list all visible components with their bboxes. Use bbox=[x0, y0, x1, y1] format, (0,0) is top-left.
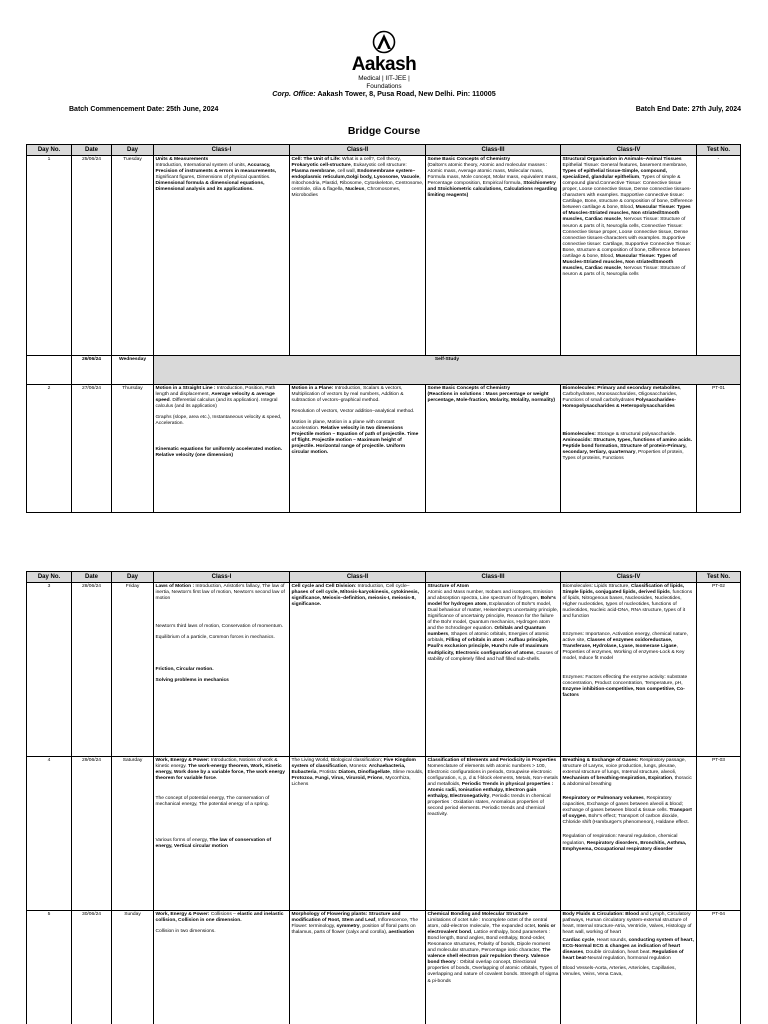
batch-end-date: Batch End Date: 27th July, 2024 bbox=[635, 106, 741, 113]
day: Wednesday bbox=[112, 356, 154, 385]
topic-bold: Projectile motion – Equation of path of projectile. Time of flight. Projectile motion – Maximum height of projectile. Horizontal range of projectile. Uniform circular motion. bbox=[291, 432, 419, 456]
day: Thursday bbox=[112, 385, 154, 513]
topic-text: Blood Vessels-Aorta, Arteries, Arterioles, Capillaries, Venules, Veins, Vena Cava, bbox=[562, 966, 676, 978]
topic-bold: Accuracy, Precision of instruments & errors in measurements, bbox=[155, 162, 277, 174]
topic-bold: Stoichiometry and Stoichiometric calculations, Calculations regarding limiting reagents) bbox=[427, 180, 557, 199]
topic-bold: The work-energy theorem, Work, Kinetic energy, Work done by a variable force, The work energy theorem for variable force bbox=[155, 763, 285, 781]
topic-text: , position of floral parts on thalamus, parts of flower (calyx and corolla), bbox=[291, 923, 416, 935]
topic-bold: Classification of lipids, Simple lipids, conjugated lipids, derived lipids bbox=[562, 583, 685, 595]
topic-bold: Bohr's model for hydrogen atom bbox=[427, 595, 556, 607]
table-row bbox=[27, 583, 741, 757]
topic-text: Equilibrium of a particle, Common forces in mechanics. bbox=[155, 634, 275, 640]
topic-text: , Properties of enzymes, Working of enzymes-Lock & Key model, Induce fit model bbox=[562, 644, 685, 662]
day-no: 3 bbox=[27, 583, 72, 757]
topic-text: , functions of lipids, Nitrogenous bases, Nucleosides, Nucleotides, Higher nucleotides, types of nucleotides, functions of nucleotides, Nucleic acid-DNA, RNA structure, types of it and function bbox=[562, 589, 693, 619]
topic-bold: phases of cell cycle, Mitosis-karyokinesis, cytokinesis, significance, Meiosis–definition, meiosis-I, meiosis-II, significance. bbox=[291, 589, 419, 607]
topic-title: Biomolecules: bbox=[562, 431, 596, 437]
col-class-3: Class-III bbox=[426, 572, 561, 583]
topic-bold: Types of epithelial tissue-Simple, compound, specialized, glandular epithelium bbox=[562, 168, 668, 180]
day-no: 5 bbox=[27, 911, 72, 1024]
topic-text: , mitochondria, Plastid, Ribosome, Cytoskeleton, Centrosome, centriole, cilia & flagella, bbox=[291, 174, 424, 192]
topic-text: , Nervous Tissue: Structure of neuron & parts of it, Neuroglia cells bbox=[562, 266, 686, 278]
topic-bold: Plasma membrane bbox=[291, 168, 335, 174]
class-3-cell bbox=[426, 583, 561, 757]
day-no: 1 bbox=[27, 156, 72, 356]
class-3-cell bbox=[426, 385, 561, 513]
topic-text: What is a cell?, Cell theory, bbox=[340, 156, 401, 162]
topic-text: : Orbital overlap concept, Directional properties of bonds, Overlapping of atomic orbitals, Types of overlapping and nature of covalent bonds. Strength of sigma & pi-bonds bbox=[427, 960, 559, 984]
topic-text: Resolution of vectors, Vector addition–analytical method. bbox=[291, 408, 415, 414]
class-2-cell bbox=[290, 156, 426, 356]
topic-title: Laws of Motion : bbox=[155, 583, 195, 589]
col-day-no: Day No. bbox=[27, 572, 72, 583]
date: 29/06/24 bbox=[72, 757, 112, 911]
topic-text: Atomic and Mass number, Isobars and isotopes, Emission and absorption spectra, Line spectrum of hydrogen, bbox=[427, 589, 554, 601]
topic-text: Regulation of respiration: Neural regulation, chemical regulation, bbox=[562, 834, 678, 846]
topic-title: Morphology of Flowering plants: Structure and modification of Root, Stem and Leaf bbox=[291, 911, 401, 923]
topic-text: Enzymes: Factors effecting the enzyme activity: substrate concentration, Product concentration, Temperature, pH, bbox=[562, 674, 688, 686]
col-class-3: Class-III bbox=[426, 145, 561, 156]
topic-text: , Properties of protein, Types of proteins, Functions bbox=[562, 450, 684, 462]
class-1-cell bbox=[154, 583, 290, 757]
corp-office-label: Corp. Office: bbox=[272, 89, 316, 98]
topic-text: Introduction, International system of units, bbox=[155, 162, 248, 168]
topic-title: Chemical Bonding and Molecular Structure bbox=[427, 911, 528, 917]
col-day: Day bbox=[112, 145, 154, 156]
topic-text: Biomolecules: Lipids Structure, bbox=[562, 583, 631, 589]
topic-bold: Fungi, Virus, Viruroid, Prions bbox=[315, 775, 383, 781]
topic-bold: Regulation of heart beat bbox=[562, 950, 684, 962]
schedule-table-1 bbox=[26, 144, 741, 513]
schedule-table-2 bbox=[26, 571, 741, 1024]
test-no: PT-04 bbox=[697, 911, 741, 1024]
class-2-cell bbox=[290, 583, 426, 757]
topic-bold: symmetry bbox=[336, 923, 360, 929]
class-4-cell bbox=[561, 583, 697, 757]
class-4-cell bbox=[561, 385, 697, 513]
topic-bold: The law of conservation of energy, Vertical circular motion bbox=[155, 838, 272, 850]
corp-office-address: Aakash Tower, 8, Pusa Road, New Delhi. Pin: 110005 bbox=[317, 89, 496, 98]
class-2-cell bbox=[290, 911, 426, 1024]
topic-text: Introduction, Position, Path length and displacement, bbox=[155, 385, 276, 397]
topic-text: Newton's third laws of motion, Conservation of momentum. bbox=[155, 623, 284, 629]
topic-text: The concept of potential energy, The conservation of mechanical energy, The potential energy of a spring. bbox=[155, 795, 270, 807]
topic-title: Cell: The Unit of Life: bbox=[291, 156, 341, 162]
topic-bold: Orbitals and Quantum numbers bbox=[427, 626, 546, 638]
topic-text: Introduction, Notions of work & kinetic energy. bbox=[155, 757, 278, 769]
topic-bold: Respiratory disorders, Bronchitis, Asthma, Emphysema, Occupational respiratory disorder bbox=[562, 840, 687, 852]
date: 27/06/24 bbox=[72, 385, 112, 513]
topic-bold: Muscular Tissue: Types of Muscles-Striated muscles, Non striated/Smooth muscles, Cardiac muscle bbox=[562, 205, 691, 223]
topic-title: Work, Energy & Power: bbox=[155, 911, 210, 917]
topic-text: , Inflorescence, The Flower: terminology, bbox=[291, 917, 419, 929]
topic-bold: elastic and inelastic collision, Collision in one dimension. bbox=[155, 911, 284, 923]
topic-text: , Double circulation, heart beat. bbox=[583, 950, 653, 956]
topic-text: . Differential calculus (and its application). Integral calculus (and its application) bbox=[155, 397, 278, 409]
topic-text: , Slime moulds, bbox=[389, 769, 424, 775]
topic-bold: Filling of orbitals in atom : Aufbau principle, Pauli's exclusion principle, Hund's rule of maximum multiplicity, Electronic configuration of atoms bbox=[427, 638, 549, 656]
topic-text: -Neural regulation, hormonal regulation bbox=[585, 956, 671, 962]
topic-text: , Mycorrhiza, Lichens bbox=[291, 775, 411, 787]
topic-text: Collision in two dimensions. bbox=[155, 928, 216, 934]
topic-text: (Dalton's atomic theory, Atomic and molecular masses : Atomic mass, Average atomic mass, Molecular mass, Formula mass, Mole concept, Molar mass, equivalent mass, Percentage composition, Empirical formula, bbox=[427, 162, 558, 186]
topic-text: , Lattice enthalpy, bond parameters : Bond length, Bond angles, Bond enthalpy, Bond-order, Resonance structures, Polarity of bonds, Dipole moment and molecular structure, Percentage ionic character, bbox=[427, 929, 551, 954]
topic-title: Motion in a Plane: bbox=[291, 385, 334, 391]
topic-text: , Shapes of atomic orbitals, Energies of atomic orbitals, bbox=[427, 632, 550, 644]
class-1-cell bbox=[154, 911, 290, 1024]
table-row bbox=[27, 156, 741, 356]
topic-text: , bbox=[312, 775, 316, 781]
topic-text: Epithelial Tissue: General features, basement membrane, bbox=[562, 162, 688, 168]
topic-text: , Causes of stability of completely filled and half filled sub-shells. bbox=[427, 650, 559, 662]
topic-title: Work, Energy & Power: bbox=[155, 757, 210, 763]
topic-text: , Chromosomes, Microbodies bbox=[291, 186, 401, 199]
topic-text: Introduction, Aristotle's fallacy, The law of inertia, Newton's first law of motion, Newton's second law of motion bbox=[155, 583, 285, 601]
topic-title: Some Basic Concepts of Chemistry bbox=[427, 385, 511, 391]
topic-bold: aestivation bbox=[388, 929, 415, 935]
topic-bold: Kinematic equations for uniformly accelerated motion. Relative velocity (one dimension) bbox=[155, 447, 283, 459]
topic-title: Motion in a Straight Line : bbox=[155, 385, 216, 391]
topic-text: Respiratory passage, structure of Larynx, voice production, lungs, pleurae, external structure of lungs, Internal structure, alveoli, bbox=[562, 757, 686, 775]
topic-bold: Dimensional formula & dimensional equations, Dimensional analysis and its applications. bbox=[155, 180, 265, 192]
topic-text: Limitations of octet rule : Incomplete octet of the central atom, odd-electron molecule, The expanded octet, bbox=[427, 917, 548, 929]
table-header-row bbox=[27, 145, 741, 156]
col-date: Date bbox=[72, 572, 112, 583]
topic-text: Various forms of energy, bbox=[155, 838, 210, 844]
table-row bbox=[27, 911, 741, 1024]
topic-text: , Monera: bbox=[346, 763, 369, 769]
class-4-cell bbox=[561, 757, 697, 911]
day: Sunday bbox=[112, 911, 154, 1024]
test-no: - bbox=[697, 156, 741, 356]
topic-text: , Bohr's effect; Transport of carbon dioxide, Chloride shift (Hamburger's phenomenon), Haldane effect. bbox=[562, 814, 689, 826]
brand-subtitle: Medical | IIT-JEE | Foundations bbox=[358, 75, 410, 90]
aakash-logo bbox=[340, 30, 428, 91]
class-1-cell bbox=[154, 757, 290, 911]
topic-bold: Enzyme inhibition-competitive, Non competitive, Co- factors bbox=[562, 686, 685, 698]
topic-text: Enzymes: Importance, Activation energy, chemical nature, active site, bbox=[562, 632, 688, 644]
col-test-no: Test No. bbox=[697, 145, 741, 156]
topic-bold: Periodic Trends in physical properties : Atomic radii, Ionisation enthalpy, Electron gain enthalpy, Electronegativity bbox=[427, 781, 554, 800]
topic-title: Breathing & Exchange of Gases: bbox=[562, 757, 639, 763]
topic-text: , Types of simple & compound gland.Connective Tissue: Connective tissue proper, Loose connective tissue, Dense connective tissues-characters with examples. Supportive connective tissue: Cartilage, Bone, structure & composition of bone, Difference between cartilage & bone, Blood, bbox=[562, 174, 693, 211]
torch-icon bbox=[372, 30, 396, 54]
topic-bold: Average velocity & average speed bbox=[155, 391, 275, 403]
topic-title: Cell cycle and Cell Division bbox=[291, 583, 355, 589]
topic-text: , thoracic & abdominal breathing bbox=[562, 775, 692, 787]
topic-text: , Carbohydrates, Monosaccharides, Oligosaccharides, Functions of small carbohydrates bbox=[562, 385, 682, 403]
self-study-label: Self-Study bbox=[154, 356, 741, 385]
class-4-cell bbox=[561, 156, 697, 356]
topic-bold: Classes of enzymes oxidoreductase, Transferase, Hydrolase, Lyase, Isomerase Ligase bbox=[562, 638, 677, 650]
day: Tuesday bbox=[112, 156, 154, 356]
topic-text: Introduction, Scalars & vectors, Multiplication of vectors by real numbers, Addition & subtraction of vectors–graphical method. bbox=[291, 385, 404, 403]
day-no: 2 bbox=[27, 385, 72, 513]
topic-bold: Diatom, Dinoflagellate bbox=[338, 769, 390, 775]
topic-text: , cell wall, bbox=[334, 168, 358, 174]
page-title: Bridge Course bbox=[347, 125, 421, 137]
topic-title: Some Basic Concepts of Chemistry bbox=[427, 156, 511, 162]
date: 28/06/24 bbox=[72, 583, 112, 757]
col-test-no: Test No. bbox=[697, 572, 741, 583]
topic-bold: Five Kingdom system of classification bbox=[291, 757, 416, 769]
date: 25/06/24 bbox=[72, 156, 112, 356]
topic-text: , Respiratory capacities, Exchange of gases between alveoli & blood; exchange of gases between blood & tissue cells. bbox=[562, 795, 683, 814]
topic-bold: Muscular Tissue: Types of Muscles-Striated muscles, Non striated/Smooth muscles, Cardiac muscle bbox=[562, 254, 677, 272]
class-3-cell bbox=[426, 911, 561, 1024]
topic-title: Biomolecules: Primary and secondary metabolites bbox=[562, 385, 680, 391]
topic-bold: Archaebacteria, Eubacteria bbox=[291, 763, 406, 775]
col-class-2: Class-II bbox=[290, 572, 426, 583]
topic-bold: Endomembrane system– endoplasmic reticulum,Golgi body, Lysosome, Vacuole bbox=[291, 168, 420, 180]
class-2-cell bbox=[290, 385, 426, 513]
topic-text: . bbox=[215, 775, 218, 781]
topic-text: Nomenclature of elements with atomic numbers > 100, Electronic configurations in periods, Groupwise electronic configuration, s, p, d & f-block elements, Metals, Non-metals and metalloids, bbox=[427, 763, 558, 787]
col-class-2: Class-II bbox=[290, 145, 426, 156]
table-header-row bbox=[27, 572, 741, 583]
topic-text: The Living World, Biological classification; bbox=[291, 757, 384, 763]
brand-name: Aakash bbox=[351, 54, 417, 75]
topic-title: Structural Organisation in Animals–Animal Tissues bbox=[562, 156, 682, 162]
col-class-1: Class-I bbox=[154, 145, 290, 156]
topic-bold: The valence shell electron pair repulsion theory. Valence bond theory bbox=[427, 948, 551, 966]
col-class-4: Class-IV bbox=[561, 145, 697, 156]
topic-text: , Explanation of Bohr's model, Dual behaviour of matter, Heisenberg's uncertainty principle, Significance of uncertainty principle, Reason for the failure of the Bohr model, Quantum mechanics, Hydrogen atom and the Schrodinger equation. bbox=[427, 601, 559, 632]
topic-text: and Lymph, Circulatory pathways, Human circulatory system-external structure of heart, Internal structure-Atria, Ventricle, Valves, Histology of heart wall, working of heart bbox=[562, 911, 692, 935]
topic-bold: Prokaryotic cell-structure bbox=[291, 162, 351, 168]
topic-text: Graphs (slope, area etc.), Instantaneous velocity & speed, Acceleration. bbox=[155, 414, 282, 426]
topic-text: Significant figures, Dimensions of physical quantities. bbox=[155, 174, 271, 180]
col-day-no: Day No. bbox=[27, 145, 72, 156]
date: 26/06/24 bbox=[72, 356, 112, 385]
class-4-cell bbox=[561, 911, 697, 1024]
col-class-1: Class-I bbox=[154, 572, 290, 583]
topic-bold: Polysaccharides-Homopolysaccharides & Heteropolysaccharides bbox=[562, 397, 676, 409]
test-no: PT-01 bbox=[697, 385, 741, 513]
topic-text: , Eukaryotic cell structure: bbox=[350, 162, 407, 168]
topic-title: Classification of Elements and Periodicity in Properties bbox=[427, 757, 557, 763]
topic-title: Body Fluids & Circulation: bbox=[562, 911, 626, 917]
day-no: 4 bbox=[27, 757, 72, 911]
class-1-cell bbox=[154, 385, 290, 513]
topic-bold: Mechanism of breathing-Inspiration, Expiration bbox=[562, 775, 673, 781]
topic-bold: Solving problems in mechanics bbox=[155, 678, 229, 684]
topic-bold: (Reactions in solutions : Mass percentage or weight percentage, Mole-fraction, Molarity, Molality, normality) bbox=[427, 391, 556, 403]
test-no: PT-02 bbox=[697, 583, 741, 757]
corp-office bbox=[0, 89, 768, 98]
topic-bold: Ionic or electrovalent bond bbox=[427, 923, 556, 935]
topic-text: Storage & structural polysaccharide. bbox=[595, 431, 676, 437]
topic-text: Motion in plane, Motion in a plane with constant acceleration. bbox=[291, 419, 395, 431]
topic-title: Structure of Atom bbox=[427, 583, 469, 589]
day-no bbox=[27, 356, 72, 385]
topic-bold: Protozoa bbox=[291, 775, 313, 781]
topic-text: , Periodic trends in chemical properties : Oxidation states, Anomalous properties of second period elements. Periodic trends and chemical reactivity. bbox=[427, 794, 551, 818]
topic-bold: Blood bbox=[625, 911, 640, 917]
topic-text: : Introduction, Cell cycle– bbox=[354, 583, 410, 589]
class-3-cell bbox=[426, 156, 561, 356]
topic-title: Units & Measurements bbox=[155, 156, 209, 162]
topic-bold: Cardiac cycle bbox=[562, 937, 595, 943]
day: Saturday bbox=[112, 757, 154, 911]
topic-bold: Relative velocity in two dimensions bbox=[320, 425, 403, 431]
col-date: Date bbox=[72, 145, 112, 156]
topic-bold: Friction, Circular motion. bbox=[155, 666, 214, 672]
class-2-cell bbox=[290, 757, 426, 911]
topic-text: , Protista: bbox=[316, 769, 339, 775]
topic-bold: conducting system of heart, ECG-Normal ECG & changes as indication of heart diseases bbox=[562, 937, 694, 956]
topic-bold: Respiratory or Pulmonary volumes bbox=[562, 795, 644, 801]
test-no: PT-03 bbox=[697, 757, 741, 911]
class-3-cell bbox=[426, 757, 561, 911]
topic-text: , Heart sounds, bbox=[594, 937, 629, 943]
col-day: Day bbox=[112, 572, 154, 583]
topic-bold: Transport of oxygen bbox=[562, 808, 692, 820]
batch-start-date: Batch Commencement Date: 25th June, 2024 bbox=[69, 106, 219, 113]
date: 30/06/24 bbox=[72, 911, 112, 1024]
table-row bbox=[27, 385, 741, 513]
table-row bbox=[27, 757, 741, 911]
topic-text: , Nervous Tissue: Structure of neuron & parts of it, Neuroglia cells, Connective Tissue: Connective tissue proper, Loose connective tissue, Dense connective tissues-characters with examples. Supportive connective tissue: Cartilage, Supportive Connective Tissue: Bone, structure & composition of bone, Difference between cartilage & bone, Blood, bbox=[562, 217, 692, 259]
topic-text: Collisions – bbox=[209, 911, 238, 917]
topic-bold: Aminoacids: Structure, types, functions of amino acids. Peptide bond formation, Structure of protein-Primary, secondary, tertiary, quarternary bbox=[562, 437, 693, 456]
col-class-4: Class-IV bbox=[561, 572, 697, 583]
self-study-row bbox=[27, 356, 741, 385]
topic-bold: Nucleus bbox=[345, 186, 365, 192]
class-1-cell bbox=[154, 156, 290, 356]
day: Friday bbox=[112, 583, 154, 757]
